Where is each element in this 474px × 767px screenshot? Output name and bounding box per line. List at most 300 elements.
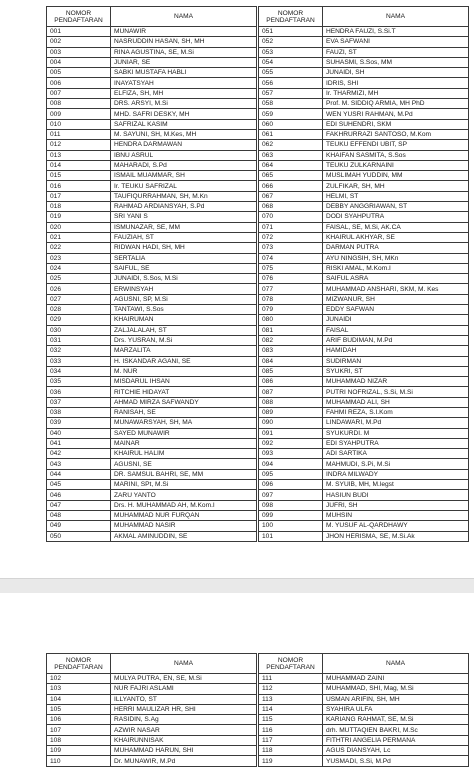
registration-number-cell: 021 [47, 232, 111, 242]
registration-number-cell: 118 [259, 746, 323, 756]
registration-number-cell: 025 [47, 274, 111, 284]
name-cell: M. SAYUNI, SH, M.Kes, MH [111, 129, 257, 139]
registration-number-cell: 018 [47, 202, 111, 212]
table-row [47, 684, 257, 694]
registration-number-cell: 071 [259, 222, 323, 232]
registration-number-cell: 048 [47, 510, 111, 520]
registration-number-cell: 035 [47, 377, 111, 387]
table-row [259, 377, 469, 387]
name-cell: RINA AGUSTINA, SE, M.Si [111, 47, 257, 57]
registration-number-cell: 031 [47, 335, 111, 345]
name-cell: MISDARUL IHSAN [111, 377, 257, 387]
registration-number-cell: 101 [259, 531, 323, 541]
table-row [259, 407, 469, 417]
table-row [259, 438, 469, 448]
registration-number-cell: 008 [47, 99, 111, 109]
table-row [259, 469, 469, 479]
table-row [47, 356, 257, 366]
table-header-row [259, 654, 469, 674]
table-row [47, 88, 257, 98]
table-row [259, 315, 469, 325]
registration-number-cell: 075 [259, 263, 323, 273]
name-cell: KHAIRUL AKHYAR, SE [323, 232, 469, 242]
registration-number-cell: 006 [47, 78, 111, 88]
registration-number-cell: 060 [259, 119, 323, 129]
table-row [47, 253, 257, 263]
name-cell: HENDRA FAUZI, S.Si.T [323, 27, 469, 37]
registration-number-cell: 041 [47, 438, 111, 448]
table-row [47, 387, 257, 397]
page-separator [0, 578, 474, 594]
name-cell: JUFRI, SH [323, 500, 469, 510]
name-cell: HERRI MAULIZAR HR, SHI [111, 704, 257, 714]
header-registration-number: NOMOR PENDAFTARAN [47, 7, 111, 27]
name-cell: MAHARADI, S.Pd [111, 160, 257, 170]
name-cell: Ir. THARMIZI, MH [323, 88, 469, 98]
table-row [47, 315, 257, 325]
registration-number-cell: 059 [259, 109, 323, 119]
name-cell: SYUKURDI. M [323, 428, 469, 438]
registration-number-cell: 076 [259, 274, 323, 284]
name-cell: ZALJALALAH, ST [111, 325, 257, 335]
registration-number-cell: 027 [47, 294, 111, 304]
name-cell: LINDAWARI, M.Pd [323, 418, 469, 428]
table-row [47, 397, 257, 407]
table-row [259, 674, 469, 684]
name-cell: ELFIZA, SH, MH [111, 88, 257, 98]
name-cell: WEN YUSRI RAHMAN, M.Pd [323, 109, 469, 119]
registration-number-cell: 051 [259, 27, 323, 37]
table-row [259, 366, 469, 376]
registration-number-cell: 109 [47, 746, 111, 756]
registration-number-cell: 039 [47, 418, 111, 428]
registration-number-cell: 117 [259, 735, 323, 745]
name-cell: IDRIS, SHI [323, 78, 469, 88]
table-row [259, 305, 469, 315]
registration-number-cell: 046 [47, 490, 111, 500]
header-name: NAMA [111, 7, 257, 27]
table-row [47, 459, 257, 469]
registration-number-cell: 088 [259, 397, 323, 407]
table-row [259, 510, 469, 520]
registration-number-cell: 065 [259, 171, 323, 181]
registration-number-cell: 110 [47, 756, 111, 766]
table-row [259, 459, 469, 469]
registration-number-cell: 073 [259, 243, 323, 253]
registration-number-cell: 095 [259, 469, 323, 479]
name-cell: M. SYUIB, MH, M.legst [323, 480, 469, 490]
name-cell: MAINAR [111, 438, 257, 448]
name-cell: Ir. TEUKU SAFRIZAL [111, 181, 257, 191]
table-row [259, 27, 469, 37]
name-cell: ADI SARTIKA [323, 449, 469, 459]
name-cell: FITHTRI ANGELIA PERMANA [323, 735, 469, 745]
table-row [47, 181, 257, 191]
registration-number-cell: 108 [47, 735, 111, 745]
registration-number-cell: 077 [259, 284, 323, 294]
table-row [259, 346, 469, 356]
registration-number-cell: 036 [47, 387, 111, 397]
name-cell: YUSMADI, S.Si, M.Pd [323, 756, 469, 766]
table-row [259, 704, 469, 714]
registration-number-cell: 049 [47, 521, 111, 531]
table-row [259, 735, 469, 745]
table-row [259, 232, 469, 242]
registration-table-left [46, 653, 257, 767]
name-cell: KARIANG RAHMAT, SE, M.Si [323, 715, 469, 725]
registration-number-cell: 044 [47, 469, 111, 479]
table-row [259, 212, 469, 222]
table-row [259, 284, 469, 294]
registration-number-cell: 111 [259, 674, 323, 684]
table-row [259, 397, 469, 407]
table-row [47, 171, 257, 181]
name-cell: HAMIDAH [323, 346, 469, 356]
name-cell: M. YUSUF AL-QARDHAWY [323, 521, 469, 531]
registration-number-cell: 087 [259, 387, 323, 397]
registration-number-cell: 047 [47, 500, 111, 510]
registration-number-cell: 011 [47, 129, 111, 139]
table-row [47, 500, 257, 510]
table-row [47, 449, 257, 459]
table-row [47, 480, 257, 490]
table-row [47, 438, 257, 448]
name-cell: JUNAIDI, SH [323, 68, 469, 78]
table-row [47, 377, 257, 387]
table-row [259, 243, 469, 253]
name-cell: ERWINSYAH [111, 284, 257, 294]
registration-number-cell: 056 [259, 78, 323, 88]
name-cell: SAFRIZAL KASIM [111, 119, 257, 129]
table-row [47, 222, 257, 232]
table-row [259, 521, 469, 531]
name-cell: ZULFIKAR, SH, MH [323, 181, 469, 191]
registration-number-cell: 013 [47, 150, 111, 160]
name-cell: Prof. M. SIDDIQ ARMIA, MH PhD [323, 99, 469, 109]
table-row [47, 160, 257, 170]
name-cell: TEUKU EFFENDI UBIT, SP [323, 140, 469, 150]
table-row [259, 202, 469, 212]
name-cell: HASIUN BUDI [323, 490, 469, 500]
name-cell: DODI SYAHPUTRA [323, 212, 469, 222]
registration-number-cell: 028 [47, 305, 111, 315]
name-cell: ISMAIL MUAMMAR, SH [111, 171, 257, 181]
table-row [259, 150, 469, 160]
name-cell: Drs. H. MUHAMMAD AH, M.Kom.I [111, 500, 257, 510]
name-cell: Drs. YUSRAN, M.Si [111, 335, 257, 345]
registration-number-cell: 061 [259, 129, 323, 139]
name-cell: RANISAH, SE [111, 407, 257, 417]
table-row [47, 212, 257, 222]
registration-number-cell: 054 [259, 57, 323, 67]
table-row [259, 449, 469, 459]
registration-number-cell: 107 [47, 725, 111, 735]
registration-number-cell: 005 [47, 68, 111, 78]
table-row [259, 119, 469, 129]
name-cell: MUNAWIR [111, 27, 257, 37]
name-cell: TEUKU ZULKARNAINI [323, 160, 469, 170]
table-row [259, 68, 469, 78]
name-cell: MUHAMMAD NASIR [111, 521, 257, 531]
name-cell: drh. MUTTAQIEN BAKRI, M.Sc [323, 725, 469, 735]
table-row [47, 325, 257, 335]
name-cell: RASIDIN, S.Ag [111, 715, 257, 725]
name-cell: MUHAMMAD NIZAR [323, 377, 469, 387]
registration-number-cell: 040 [47, 428, 111, 438]
registration-number-cell: 058 [259, 99, 323, 109]
registration-number-cell: 020 [47, 222, 111, 232]
name-cell: MAHMUDI, S.Pi, M.Si [323, 459, 469, 469]
name-cell: KHAIRUL HALIM [111, 449, 257, 459]
registration-number-cell: 034 [47, 366, 111, 376]
table-row [259, 684, 469, 694]
registration-table-left [46, 6, 257, 542]
name-cell: MIZWANUR, SH [323, 294, 469, 304]
name-cell: HELMI, ST [323, 191, 469, 201]
name-cell: AZWIR NASAR [111, 725, 257, 735]
registration-number-cell: 102 [47, 674, 111, 684]
table-row [259, 263, 469, 273]
table-row [259, 274, 469, 284]
registration-number-cell: 074 [259, 253, 323, 263]
table-row [47, 57, 257, 67]
table-row [47, 346, 257, 356]
registration-number-cell: 067 [259, 191, 323, 201]
name-cell: INAYATSYAH [111, 78, 257, 88]
table-row [47, 119, 257, 129]
registration-number-cell: 085 [259, 366, 323, 376]
name-cell: MULYA PUTRA, EN, SE, M.Si [111, 674, 257, 684]
table-row [47, 232, 257, 242]
table-row [259, 191, 469, 201]
name-cell: MUHSIN [323, 510, 469, 520]
registration-number-cell: 084 [259, 356, 323, 366]
table-row [47, 428, 257, 438]
name-cell: NUR FAJRI ASLAMI [111, 684, 257, 694]
name-cell: MUSLIMAH YUDDIN, MM [323, 171, 469, 181]
registration-number-cell: 019 [47, 212, 111, 222]
name-cell: MUNAWARSYAH, SH, MA [111, 418, 257, 428]
registration-number-cell: 092 [259, 438, 323, 448]
name-cell: MUHAMMAD NUR FURQAN [111, 510, 257, 520]
table-row [259, 109, 469, 119]
table-row [47, 68, 257, 78]
registration-number-cell: 105 [47, 704, 111, 714]
name-cell: MARINI, SPt, M.Si [111, 480, 257, 490]
table-row [47, 294, 257, 304]
registration-number-cell: 082 [259, 335, 323, 345]
registration-number-cell: 066 [259, 181, 323, 191]
name-cell: MUHAMMAD ANSHARI, SKM, M. Kes [323, 284, 469, 294]
name-cell: ZARU YANTO [111, 490, 257, 500]
table-row [47, 37, 257, 47]
name-cell: AGUS DIANSYAH, Lc [323, 746, 469, 756]
name-cell: FAISAL [323, 325, 469, 335]
name-cell: SUDIRMAN [323, 356, 469, 366]
table-header-row [259, 7, 469, 27]
registration-number-cell: 024 [47, 263, 111, 273]
table-row [259, 294, 469, 304]
name-cell: RISKI AMAL, M.Kom.I [323, 263, 469, 273]
registration-number-cell: 072 [259, 232, 323, 242]
registration-number-cell: 001 [47, 27, 111, 37]
name-cell: SERTALIA [111, 253, 257, 263]
name-cell: SAYED MUNAWIR [111, 428, 257, 438]
table-row [259, 99, 469, 109]
name-cell: SAIFUL ASRA [323, 274, 469, 284]
table-row [47, 407, 257, 417]
table-row [259, 335, 469, 345]
registration-number-cell: 052 [259, 37, 323, 47]
header-name: NAMA [323, 654, 469, 674]
registration-number-cell: 094 [259, 459, 323, 469]
registration-number-cell: 079 [259, 305, 323, 315]
registration-number-cell: 080 [259, 315, 323, 325]
registration-number-cell: 081 [259, 325, 323, 335]
name-cell: ARIF BUDIMAN, M.Pd [323, 335, 469, 345]
name-cell: DARMAN PUTRA [323, 243, 469, 253]
name-cell: FAHMI REZA, S.I.Kom [323, 407, 469, 417]
name-cell: EDI SUHENDRI, SKM [323, 119, 469, 129]
registration-number-cell: 063 [259, 150, 323, 160]
registration-number-cell: 009 [47, 109, 111, 119]
name-cell: EDDY SAFWAN [323, 305, 469, 315]
registration-table-right [258, 6, 469, 542]
table-row [47, 704, 257, 714]
table-row [47, 490, 257, 500]
registration-number-cell: 030 [47, 325, 111, 335]
table-row [47, 47, 257, 57]
name-cell: FAUZI, ST [323, 47, 469, 57]
registration-table-right [258, 653, 469, 767]
table-row [259, 57, 469, 67]
table-row [259, 387, 469, 397]
registration-number-cell: 089 [259, 407, 323, 417]
table-row [259, 160, 469, 170]
table-row [47, 735, 257, 745]
table-row [259, 37, 469, 47]
registration-number-cell: 064 [259, 160, 323, 170]
registration-number-cell: 032 [47, 346, 111, 356]
registration-number-cell: 104 [47, 694, 111, 704]
registration-number-cell: 114 [259, 704, 323, 714]
table-row [259, 490, 469, 500]
table-row [47, 418, 257, 428]
name-cell: EVA SAFWANI [323, 37, 469, 47]
name-cell: IBNU ASRUL [111, 150, 257, 160]
table-row [259, 480, 469, 490]
name-cell: AGUSNI, SE [111, 459, 257, 469]
table-row [259, 171, 469, 181]
registration-number-cell: 115 [259, 715, 323, 725]
header-registration-number: NOMOR PENDAFTARAN [47, 654, 111, 674]
name-cell: DR. SAMSUL BAHRI, SE, MM [111, 469, 257, 479]
registration-number-cell: 014 [47, 160, 111, 170]
document-page-2 [0, 593, 474, 765]
table-row [259, 356, 469, 366]
name-cell: AHMAD MIRZA SAFWANDY [111, 397, 257, 407]
registration-number-cell: 002 [47, 37, 111, 47]
name-cell: MUHAMMAD ALI, SH [323, 397, 469, 407]
table-row [47, 335, 257, 345]
registration-number-cell: 099 [259, 510, 323, 520]
name-cell: KHAIRUNNISAK [111, 735, 257, 745]
registration-number-cell: 003 [47, 47, 111, 57]
registration-number-cell: 037 [47, 397, 111, 407]
table-row [47, 531, 257, 541]
registration-number-cell: 093 [259, 449, 323, 459]
table-row [259, 746, 469, 756]
name-cell: USMAN ARIFIN, SH, MH [323, 694, 469, 704]
registration-number-cell: 053 [259, 47, 323, 57]
table-row [47, 674, 257, 684]
table-row [47, 305, 257, 315]
name-cell: FAKHRURRAZI SANTOSO, M.Kom [323, 129, 469, 139]
table-row [47, 274, 257, 284]
registration-number-cell: 029 [47, 315, 111, 325]
name-cell: JHON HERISMA, SE, M.Si.Ak [323, 531, 469, 541]
name-cell: AGUSNI, SP, M.Si [111, 294, 257, 304]
name-cell: SABKI MUSTAFA HABLI [111, 68, 257, 78]
table-row [47, 469, 257, 479]
name-cell: MUHAMMAD HARUN, SHI [111, 746, 257, 756]
registration-number-cell: 096 [259, 480, 323, 490]
table-row [47, 510, 257, 520]
table-row [259, 222, 469, 232]
table-row [47, 725, 257, 735]
registration-number-cell: 026 [47, 284, 111, 294]
registration-number-cell: 112 [259, 684, 323, 694]
name-cell: HENDRA DARMAWAN [111, 140, 257, 150]
registration-number-cell: 055 [259, 68, 323, 78]
registration-number-cell: 098 [259, 500, 323, 510]
table-row [259, 500, 469, 510]
name-cell: AKMAL AMINUDDIN, SE [111, 531, 257, 541]
table-row [47, 129, 257, 139]
registration-number-cell: 050 [47, 531, 111, 541]
registration-number-cell: 113 [259, 694, 323, 704]
table-row [259, 47, 469, 57]
table-row [259, 78, 469, 88]
table-row [259, 428, 469, 438]
registration-number-cell: 033 [47, 356, 111, 366]
registration-number-cell: 091 [259, 428, 323, 438]
name-cell: MUHAMMAD, SHI, Mag, M.Si [323, 684, 469, 694]
name-cell: KHAIFAN SASMITA, S.Sos [323, 150, 469, 160]
name-cell: SYAHIRA ULFA [323, 704, 469, 714]
name-cell: EDI SYAHPUTRA [323, 438, 469, 448]
table-row [47, 191, 257, 201]
registration-number-cell: 078 [259, 294, 323, 304]
name-cell: FAISAL, SE, M.Si, AK.CA [323, 222, 469, 232]
registration-number-cell: 022 [47, 243, 111, 253]
registration-number-cell: 106 [47, 715, 111, 725]
header-name: NAMA [323, 7, 469, 27]
table-row [47, 150, 257, 160]
table-row [47, 263, 257, 273]
table-row [259, 694, 469, 704]
table-row [259, 715, 469, 725]
registration-number-cell: 086 [259, 377, 323, 387]
table-row [259, 181, 469, 191]
table-header-row [47, 7, 257, 27]
name-cell: TAUFIQURRAHMAN, SH, M.Kn [111, 191, 257, 201]
name-cell: DRS. ARSYI, M.Si [111, 99, 257, 109]
registration-number-cell: 015 [47, 171, 111, 181]
name-cell: SYUKRI, ST [323, 366, 469, 376]
table-row [259, 140, 469, 150]
table-row [47, 140, 257, 150]
